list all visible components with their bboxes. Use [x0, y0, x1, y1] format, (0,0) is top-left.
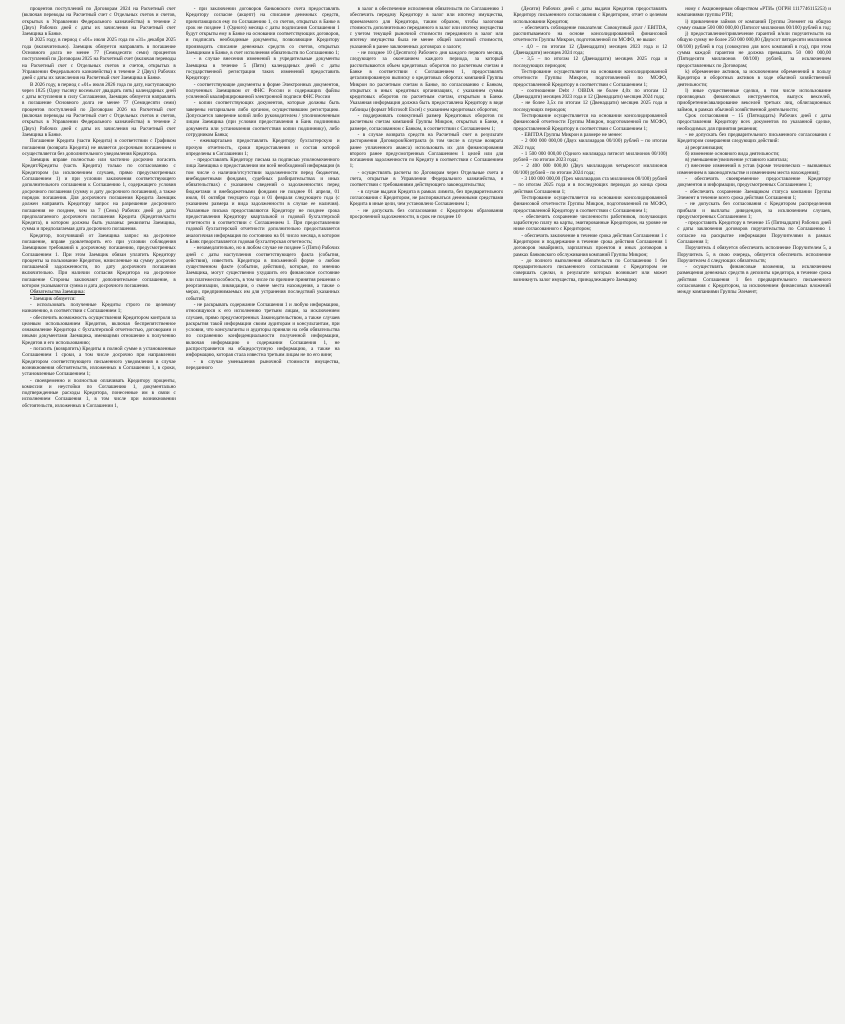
paragraph: Тестирование осуществляется на основании консолидированной финансовой отчетности Группы Микрон, подготовленной по МСФО, предоставленной Кредитору в соответствии с Соглашением 1;	[513, 113, 668, 132]
paragraph: - копии соответствующих документов, которые должны быть заверены нотариально либо органом, осуществившим регистрацию. Допускается заверение копий либо руководителем / уполномоченным лицом Заемщика (при условии предоставления в Банк подлинника документа или установления соответствия копии подлиннику), либо сотрудником Банка;	[185, 100, 340, 138]
paragraph: Кредитор, получивший от Заемщика запрос на досрочное погашение, вправе удовлетворить его при условии соблюдения Заемщиком требований к досрочному погашению, предусмотренных Соглашением 1. При этом Заемщик обязан уплатить Кредитору проценты за пользование Кредитом, начисленные на сумму досрочно погашаемой задолженности, по дату досрочного погашения включительно. При наличии согласия Кредитора на досрочное погашение Стороны заключают дополнительное соглашение, в котором указываются сумма и дата досрочного погашения.	[22, 232, 176, 290]
paragraph: - использовать полученные Кредиты строго по целевому назначению, в соответствии с Соглашением 1;	[22, 301, 176, 315]
paragraph: - до полного выполнения обязательств по Соглашению 1 без предварительного письменного согласования с Кредитором не совершать сделки, в результате которых возникает или может возникнуть залог имущества, принадлежащего Заемщику	[513, 257, 668, 283]
paragraph: Тестирование осуществляется на основании консолидированной финансовой отчетности Группы Микрон, подготовленной по МСФО, предоставленной Кредитору в соответствии с Соглашением 1;	[513, 194, 668, 214]
paragraph: - предоставлять Кредитору письма за подписью уполномоченного лица Заемщика о предоставлении им всей необходимой информации (в том числе о наличии/отсутствии задолженности перед бюджетом, внебюджетными фондами, судебных разбирательствах и иных обязательствах) с указанием сведений о задолженностях перед бюджетами и внебюджетными фондами не позднее 01 апреля, 01 июля, 01 октября текущего года и 01 февраля следующего года (с указанием размера и вида задолженности в случае ее наличия). Указанные письма предоставляются Кредитору не позднее срока предоставления Кредитору квартальной и годовой бухгалтерской отчетности в соответствии с Соглашением 1. При предоставлении годовой бухгалтерской отчетности дополнительно предоставляется аналогичная информация по состоянию на 01 число месяца, в котором в Банк предоставляется годовая бухгалтерская отчетность;	[185, 157, 340, 245]
paragraph: - 3 100 000 000,00 (Трех миллиардов ста миллионов 00/100) рублей – по итогам 2025 года и в последующих периодах до конца срока действия Соглашения 1;	[513, 176, 668, 195]
paragraph: - в случае выдачи Кредита в рамках лимита, без предварительного согласования с Кредитором, не распоряжаться денежными средствами Кредита в иные цели, чем установлено Соглашением 1;	[349, 188, 504, 208]
paragraph: k) обременение активов, за исключением обременений в пользу Кредитора и оборотных активов в ходе обычной хозяйственной деятельности;	[677, 68, 831, 88]
paragraph: - 2 400 000 000,00 (Двух миллиардов четырехсот миллионов 00/100) рублей – по итогам 2024 года;	[513, 163, 668, 176]
paragraph: - в случае уменьшения рыночной стоимости имущества, переданного	[185, 358, 340, 371]
paragraph: - предоставить Кредитору в течение 15 (Пятнадцати) Рабочих дней с даты заключения договоров поручительства по Соглашению 1 согласие на раскрытие информации Поручителями в рамках Соглашения 1;	[677, 220, 831, 245]
paragraph: - погасить (возвратить) Кредиты в полной сумме в установленные Соглашением 1 сроки, а том числе досрочно при направлении Кредитором соответствующего письменного уведомления в случае возникновения обстоятельств, изложенных в Соглашении 1, в сроки, установленные Соглашением 1;	[22, 346, 176, 378]
paragraph: - незамедлительно, но в любом случае не позднее 5 (Пяти) Рабочих дней с даты наступления соответствующего факта (события, действия), известить Кредитора в письменной форме о любом существенном факте (событии, действии), которые, по мнению Заемщика, могут существенно ухудшить его финансовое состояние или платежеспособность, в том числе по причине принятия решения о реорганизации, ликвидации, о смене места нахождения, а также о мерах, предпринимаемых им для устранения последствий указанных событий;	[185, 245, 340, 302]
paragraph: Обязательства Заемщика:	[30, 289, 85, 296]
paragraph: - ежеквартально предоставлять Кредитору бухгалтерскую и прочую отчетность, сроки предоставления и состав которой определены в Соглашении 1;	[185, 138, 340, 157]
paragraph: Тестирование осуществляется на основании консолидированной отчетности Группы Микрон, подготовленной по МСФО, предоставленной Кредитору в соответствии с Соглашением 1;	[513, 68, 668, 88]
column-5	[677, 6, 831, 1016]
paragraph: - 2 000 000 000,00 (Двух миллиардов 00/100) рублей – по итогам 2022 года;	[513, 138, 668, 151]
text-columns	[22, 6, 831, 1016]
paragraph: Заемщик вправе полностью или частично досрочно погасить Кредит/Кредиты (часть Кредита) только по согласованию с Кредитором (за исключением случаев, прямо предусмотренных Соглашением 1) и при условии заключения соответствующего дополнительного соглашения к Соглашению 1, содержащего условия досрочного погашения (сумму и дату досрочного погашения), а также порядок погашения. Для досрочного погашения Кредита Заемщик должен направить Кредитору запрос на разрешение досрочного погашения не позднее, чем за 7 (Семь) Рабочих дней до даты предполагаемого досрочного погашения Кредита (Кредитов/части Кредита), в котором должны быть указаны: реквизиты Заемщика, сумма и предполагаемая дата досрочного погашения.	[22, 157, 176, 233]
paragraph: - своевременно и полностью оплачивать Кредитору проценты, комиссии и неустойки по Соглашению 1, документально подтвержденные расходы Кредитора, понесенные им в связи с исполнением Соглашения 1, в том числе при возникновении обстоятельств, изложенных в Соглашении 1,	[22, 377, 176, 409]
paragraph: - не более 3,5х по итогам 12 (Двенадцати) месяцев 2025 года и последующих периодов;	[513, 100, 668, 113]
paragraph: - обеспечить сохранение Заемщиком статуса компании Группы Элемент в течение всего срока действия Соглашения 1;	[677, 188, 831, 201]
paragraph: - соответствующие документы в форме Электронных документов, полученных Заемщиком от ФНС России и содержащих файлы усиленной квалифицированной электронной подписи ФНС России	[185, 81, 340, 101]
paragraph: - не допускать без согласования с Кредитором образования просроченной задолженности, в срок не позднее 10	[349, 207, 504, 220]
paragraph: а) реорганизация;	[685, 144, 724, 151]
paragraph: - 4,0 – по итогам 12 (Двенадцати) месяцев 2023 года и 12 (Двенадцати) месяцев 2024 года;	[513, 43, 668, 57]
paragraph: - не допускать без предварительного письменного согласования с Кредитором совершения следующих действий:	[677, 131, 831, 145]
paragraph: - поддерживать совокупный размер Кредитовых оборотов по расчетным счетам компаний Группы Микрон, открытых в Банке, в размере, согласованном с Банком, в соответствии с Соглашением 1;	[349, 113, 504, 132]
paragraph: В 2026 году, в период с «01» июля 2026 года по дату, наступающую через 1825 (Одну тысячу восемьсот двадцать пять) календарных дней с даты вступления в силу Соглашения, Заемщик обязуется направлять в погашение Основного долга не менее 77 (Семидесяти семи) процентов поступлений по Договорам 2026 на Расчетный счет (включая переводы на Расчетный счет с Отдельных счетов и счетов, открытых в Управлении Федерального казначейства) в течение 2 (Двух) Рабочих дней с даты их зачисления на Расчетный счет Заемщика в Банке.	[22, 81, 176, 138]
paragraph: - в случае возврата средств на Расчетный счет в результате расторжения Договоров/Контракта (в том числе в случае возврата ранее уплаченного аванса) использовать их для финансирования второго ранее предусмотренных Соглашением 1 целей или для погашения задолженности по Кредиту в соответствии с Соглашением 1;	[349, 131, 504, 170]
paragraph: в залог в обеспечение исполнения обязательств по Соглашению 1 обеспечить передачу Кредитору в залог или ипотеку имущества, приемлемого для Кредитора, таким образом, чтобы залоговая стоимость дополнительно переданного в залог или ипотеку имущества с учетом текущей рыночной стоимости переданного в залог или ипотеку имущества была не менее общей залоговой стоимости, указанной в ранее заключенных договорах о залоге;	[349, 6, 504, 50]
paragraph: - осуществлять финансовые вложения, за исключением размещения денежных средств в депозиты кредитора, в течение срока действия Соглашения 1 без предварительного письменного согласования с Кредитором, за исключением финансовых вложений между компаниями Группы Элемент;	[677, 264, 831, 296]
paragraph: - соотношение Debt / OIBDA не более 4,0х по итогам 12 (Двенадцати) месяцев 2023 года и 12 (Двенадцати) месяцев 2024 года;	[513, 87, 668, 101]
paragraph: - EBITDA Группы Микрон в размере не менее:	[521, 131, 623, 138]
column-2	[186, 6, 340, 1016]
paragraph: j) предоставление/привлечение гарантий и/или поручительств на общую сумму не более 250 000 000,00 (Двухсот пятидесяти миллионов 00/100) рублей в год (совокупно для всех компаний в год), при этом сумма каждой гарантии не должна превышать 50 000 000,00 (Пятидесяти миллионов 00/100) рублей, за исключением предоставленных по Договорам;	[677, 31, 831, 69]
paragraph: - в случае внесения изменений в учредительные документы Заемщика в течение 5 (Пяти) календарных дней с даты государственной регистрации таких изменений предоставить Кредитору:	[185, 56, 340, 82]
paragraph: - обеспечить заключение в течение срока действия Соглашения 1 с Кредитором и поддержание в течение срока действия Соглашения 1 договоров эквайринга, зарплатных проектов и иных договоров в рамках банковского обслуживания компаний Группы Микрон;	[513, 232, 668, 258]
paragraph: l) иные существенные сделки, в том числе использование производных финансовых инструментов, выпуск векселей, приобретение/авалирование векселей третьих лиц, облигационных займов, в рамках обычной хозяйственной деятельности;	[677, 87, 831, 113]
paragraph: (Десяти) Рабочих дней с даты выдачи Кредитов предоставлять Кредитору письменного согласования с Кредитором, отчет о целевом использовании Кредитов;	[513, 6, 668, 25]
paragraph: - не раскрывать содержание Соглашения 1 и любую информацию, относящуюся к его исполнению третьим лицам, за исключением случаев, прямо предусмотренных Законодательством, а также случаев раскрытия такой информации своим аудиторам и консультантам, при условии, что консультанты и аудиторы приняли на себя обязательства по сохранению конфиденциальности полученной информации, включая информацию о содержании Соглашения 1, не распространяется на общедоступную информацию, а также на информацию, которая стала известна третьим лицам не по его вине;	[185, 301, 340, 359]
paragraph: Срок согласования – 15 (Пятнадцать) Рабочих дней с даты предоставления Кредитору всех документов по указанной сделке, необходимых для принятия решения;	[677, 113, 831, 132]
paragraph: - осуществлять расчеты по Договорам через Отдельные счета и счета, открытые в Управлении Федерального казначейства, в соответствии с требованиями действующего законодательства;	[349, 169, 504, 189]
column-1	[22, 6, 176, 1016]
paragraph: процентов поступлений по Договорам 2024 на Расчетный счет (включая переводы на Расчетный счет с Отдельных счетов и счетов, открытых в Управлении Федерального казначейства) в течение 2 (Двух) Рабочих дней с даты их зачисления на Расчетный счет Заемщика в Банке.	[22, 6, 176, 38]
paragraph: г) внесение изменений в устав (кроме технических – вызванных изменением в законодательстве и изменением места нахождения);	[677, 163, 831, 176]
paragraph: - 1 500 000 000,00 (Одного миллиарда пятисот миллионов 00/100) рублей – по итогам 2023 года;	[513, 150, 668, 164]
paragraph: - обеспечить сохранение численности работников, получающих заработную плату на карты, эмитированные Кредитором, на уровне не ниже согласованного с Кредитором;	[513, 213, 668, 233]
paragraph: б) изменение основного вида деятельности;	[685, 150, 780, 157]
paragraph: - при заключении договоров банковского счета предоставлять Кредитору согласие (акцепт) на списание денежных средств, причитающихся ему по Соглашению 1, со счетов, открытых в Банке в срок не позднее 1 (Одного) месяца с даты подписания Соглашения 1 будут открыты ему в Банке на основании соответствующих договоров, и подписать необходимые документы, позволяющие Кредитору производить списание денежных средств со счетов, открытых Заемщиком в Банке, в счет исполнения обязательств по Соглашению 1;	[185, 6, 340, 57]
paragraph: - обеспечить возможность осуществления Кредитором контроля за целевым использованием Кредитов, включая беспрепятственное ознакомление Кредитора с бухгалтерской отчетностью, договорами и иными документами Заемщика, имеющими отношение к получению Кредитов и его использованию;	[22, 314, 176, 346]
paragraph: ному с Акционерным обществом «РТИ» (ОГРН 1117746115253) и компаниями группы РТИ;	[677, 6, 831, 19]
paragraph: Погашение Кредита (части Кредита) в соответствии с Графиком погашения (возврата Кредита) не является досрочным погашением и осуществляется без дополнительного уведомления Кредитора.	[22, 138, 176, 157]
paragraph: в) уменьшение/увеличение уставного капитала;	[685, 157, 788, 164]
paragraph: - не допускать без согласования с Кредитором распределения прибыли и выплаты дивидендов, за исключением случаев, предусмотренных Соглашением 1;	[677, 201, 831, 220]
column-3	[350, 6, 504, 1016]
paragraph: Поручитель 4 обязуется обеспечить исполнение Поручителем 5, а Поручитель 5, в свою очередь, обязуется обеспечить исполнение Поручителем 4 следующих обязательств;	[677, 245, 831, 264]
column-4	[513, 6, 667, 1016]
paragraph: В 2025 году, в период с «01» июля 2025 года по «31» декабря 2025 года (включительно). Заемщик обязуется направлять в погашение Основного долга не менее 77 (Семидесяти семи) процентов поступлений по Договорам 2025 на Расчетный счет (включая переводы на Расчетный счет с Отдельных счетов и счетов, открытых в Управлении Федерального казначейства) в течение 2 (Двух) Рабочих дней с даты их зачисления на Расчетный счет Заемщика в Банке.	[22, 37, 176, 82]
paragraph: - обеспечить соблюдение показателя: Совокупный долг / EBITDA, рассчитываемого на основе консолидированной финансовой отчетности Группы Микрон, подготовленной по МСФО, не выше:	[513, 24, 668, 44]
paragraph: • Заемщик обязуется:	[30, 295, 76, 302]
paragraph: - не позднее 10 (Десятого) Рабочего дня каждого первого месяца, следующего за окончанием каждого периода, за который рассчитываются объем кредитовых оборотов по расчетным счетам в Банке в соответствии с Соглашением 1, предоставлять детализированную выписку о кредитовых оборотах компаний Группы Микрон по расчетным счетам в Банке, по согласованию с Банком, открытых в иных кредитных организациях, с указанием суммы кредитовых оборотов по расчетным счетам, открытым в Банке. Указанная информация должна быть предоставлена Кредитору в виде таблицы (формат Microsoft Excel) с указанием кредитовых оборотов;	[349, 50, 504, 113]
paragraph: - 3,5 – по итогам 12 (Двенадцати) месяцев 2025 года и последующих периодов;	[513, 56, 668, 69]
paragraph: - обеспечить своевременное предоставление Кредитору документов и информации, предусмотренных Соглашением 1;	[677, 176, 831, 189]
paragraph: i) привлечение займов от компаний Группы Элемент на общую сумму свыше 500 000 000,00 (Пятисот миллионов 00/100) рублей в год;	[677, 18, 831, 31]
